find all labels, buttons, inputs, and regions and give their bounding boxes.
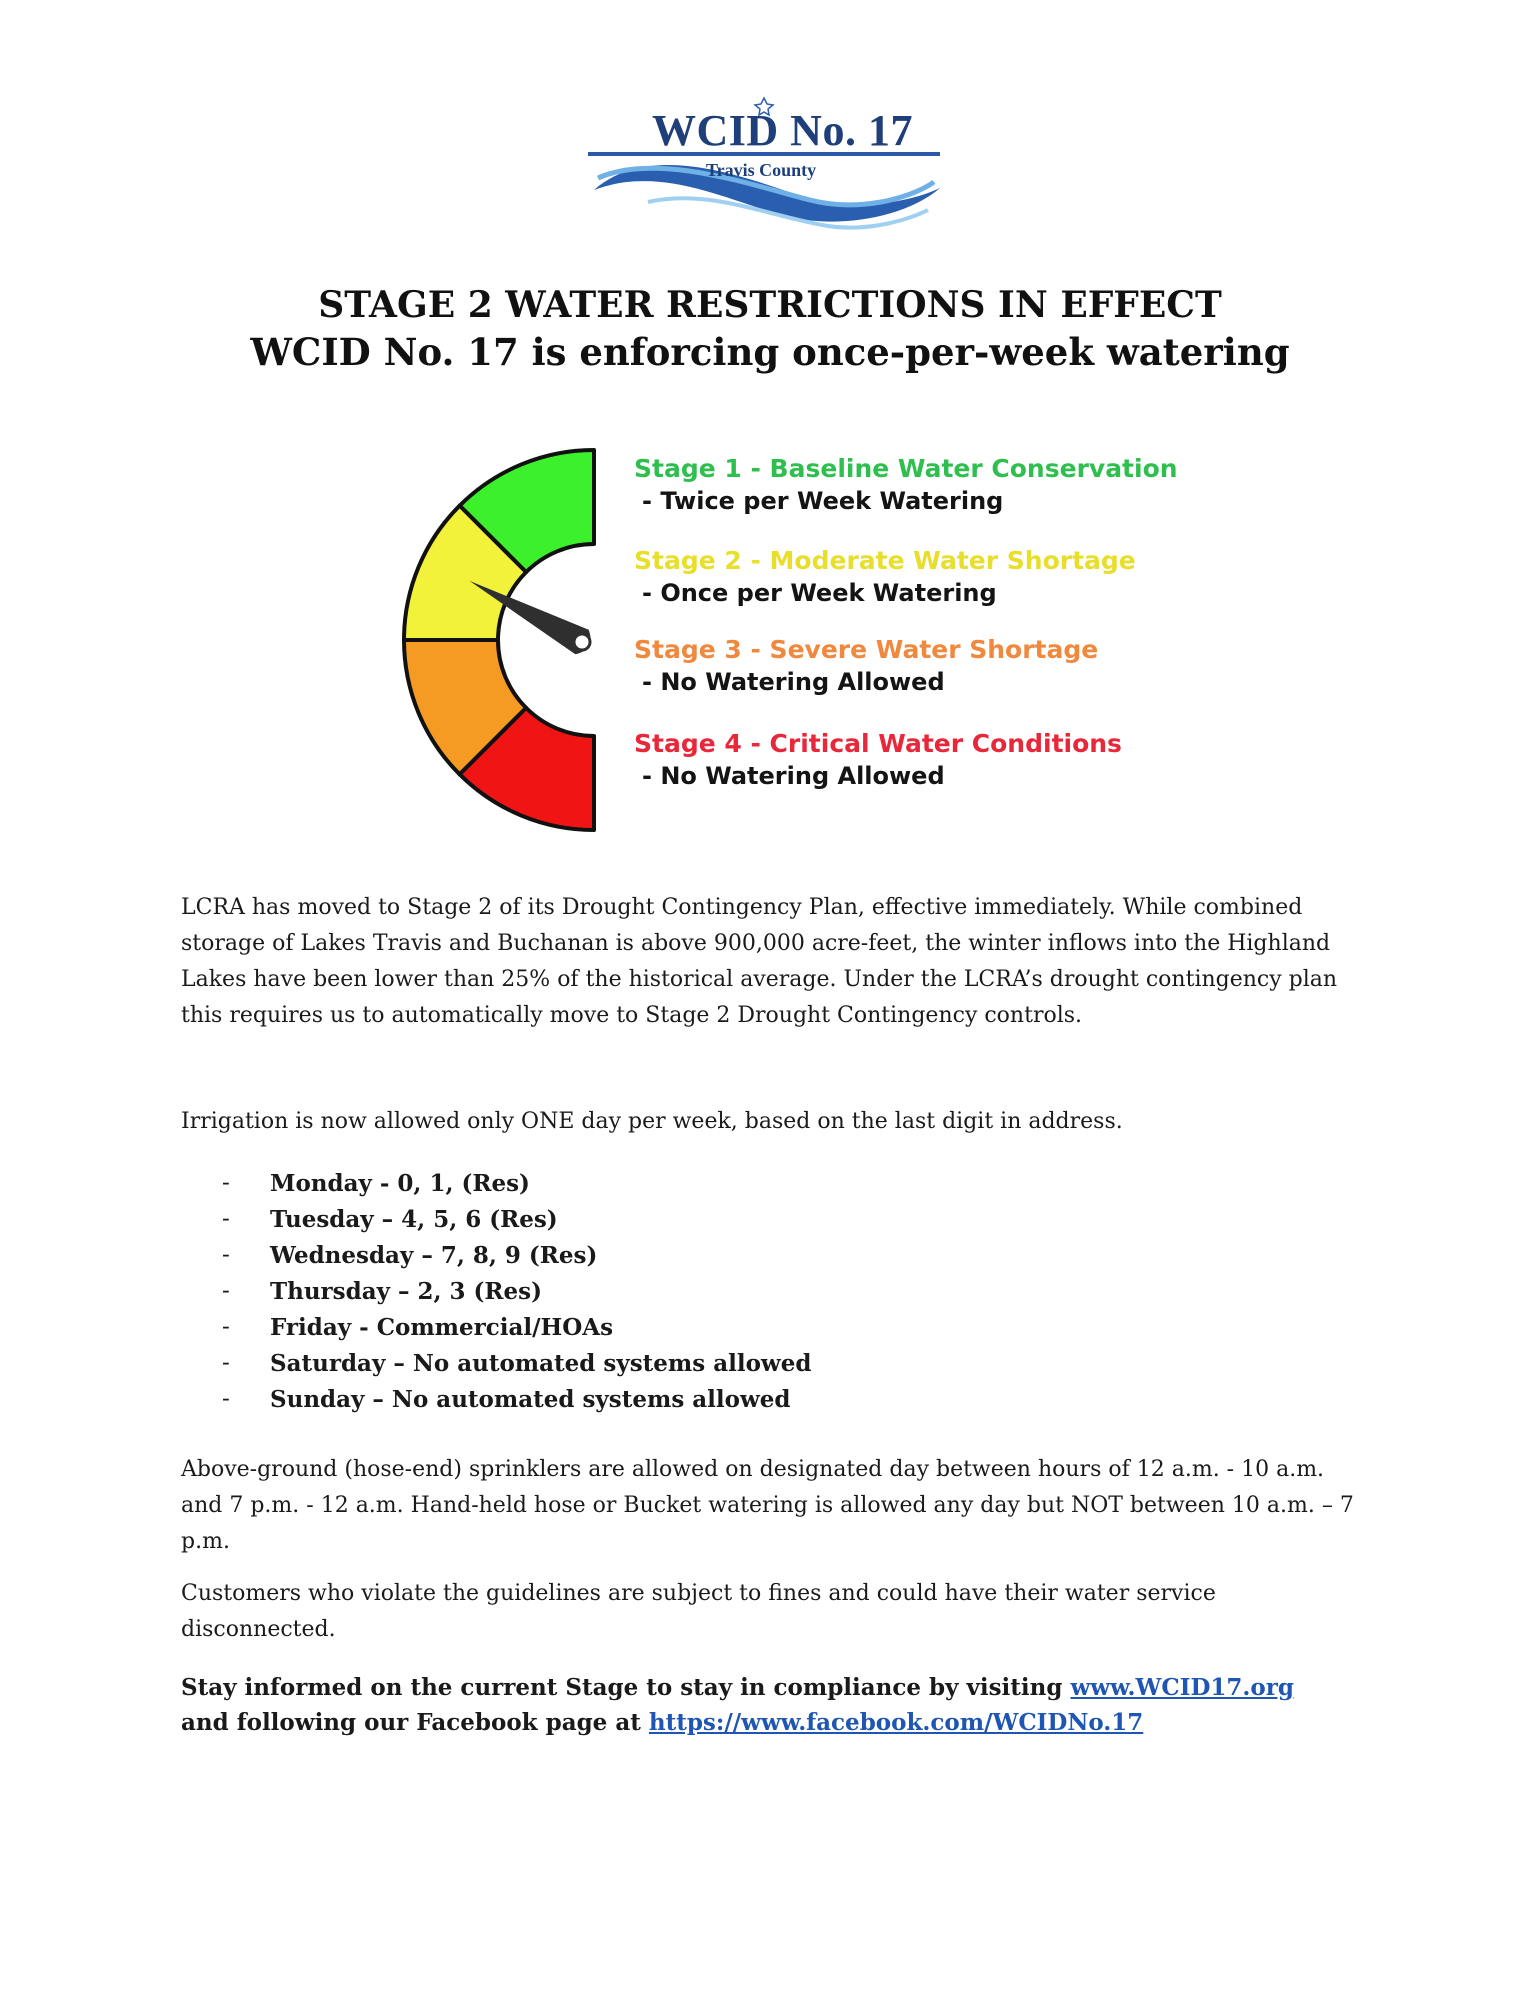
irrigation-paragraph: Irrigation is now allowed only ONE day per week, based on the last digit in address. <box>181 1109 1123 1134</box>
schedule-item: - Monday - 0, 1, (Res) <box>222 1166 811 1202</box>
watering-schedule <box>222 1166 811 1418</box>
stage-4-title: Stage 4 - Critical Water Conditions <box>634 729 1122 758</box>
list-bullet: - <box>222 1278 230 1304</box>
stage-1-description: - Twice per Week Watering <box>642 487 1004 515</box>
list-bullet: - <box>222 1170 230 1196</box>
stage-1-title: Stage 1 - Baseline Water Conservation <box>634 454 1178 483</box>
page-subtitle: WCID No. 17 is enforcing once-per-week watering <box>250 330 1290 374</box>
stage-3-item <box>634 635 1098 696</box>
stage-2-title: Stage 2 - Moderate Water Shortage <box>634 546 1136 575</box>
cta-line-1: Stay informed on the current Stage to stay in compliance by visiting <box>181 1674 1063 1701</box>
schedule-item: - Tuesday – 4, 5, 6 (Res) <box>222 1202 811 1238</box>
schedule-item: - Thursday – 2, 3 (Res) <box>222 1274 811 1310</box>
stage-4-item <box>634 729 1122 790</box>
schedule-item: - Sunday – No automated systems allowed <box>222 1382 811 1418</box>
stage-2-description: - Once per Week Watering <box>642 579 997 607</box>
page-title: STAGE 2 WATER RESTRICTIONS IN EFFECT <box>318 284 1222 326</box>
stage-3-title: Stage 3 - Severe Water Shortage <box>634 635 1099 664</box>
stage-4-description: - No Watering Allowed <box>642 762 945 790</box>
cta-line-2: and following our Facebook page at <box>181 1709 641 1736</box>
facebook-link[interactable]: https://www.facebook.com/WCIDNo.17 <box>648 1709 1144 1736</box>
sprinkler-paragraph: Above-ground (hose-end) sprinklers are allowed on designated day between hours of 12 a.m. - 10 a.m. and 7 p.m. - 12 a.m. Hand-held hose or Bucket watering is allowed any day but NOT between 10 a.m. – 7 p.m. <box>181 1457 1354 1554</box>
logo-subtitle: Travis County <box>706 160 817 180</box>
stage-3-description: - No Watering Allowed <box>642 668 945 696</box>
list-bullet: - <box>222 1386 230 1412</box>
stage-1-item <box>634 454 1178 515</box>
schedule-item: - Saturday – No automated systems allowed <box>222 1346 811 1382</box>
list-bullet: - <box>222 1206 230 1232</box>
website-link[interactable]: www.WCID17.org <box>1070 1674 1294 1701</box>
list-bullet: - <box>222 1350 230 1376</box>
stage-2-item <box>634 546 1136 607</box>
logo-name: WCID No. 17 <box>652 106 913 155</box>
list-bullet: - <box>222 1314 230 1340</box>
call-to-action <box>181 1670 1381 1740</box>
list-bullet: - <box>222 1242 230 1268</box>
schedule-item: - Wednesday – 7, 8, 9 (Res) <box>222 1238 811 1274</box>
intro-paragraph: LCRA has moved to Stage 2 of its Drought Contingency Plan, effective immediately. While combined storage of Lakes Travis and Buchanan is above 900,000 acre-feet, the winter inflows into the Highland Lakes have been lower than 25% of the historical average. Under the LCRA’s drought contingency plan this requires us to automatically move to Stage 2 Drought Contingency controls. <box>181 895 1338 1028</box>
schedule-item: - Friday - Commercial/HOAs <box>222 1310 811 1346</box>
penalty-paragraph: Customers who violate the guidelines are subject to fines and could have their water service disconnected. <box>181 1581 1216 1642</box>
drought-stage-gauge <box>398 442 608 838</box>
